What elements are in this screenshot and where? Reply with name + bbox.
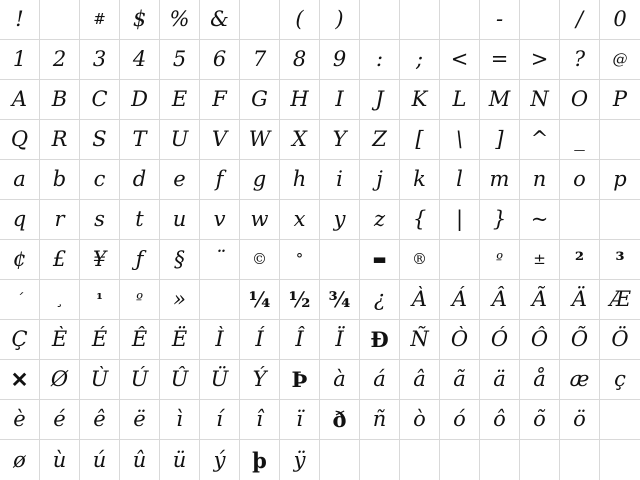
glyph-cell[interactable]: ñ <box>360 400 400 440</box>
glyph-cell[interactable]: Ï <box>320 320 360 360</box>
glyph-cell[interactable] <box>40 0 80 40</box>
glyph-cell[interactable]: ï <box>280 400 320 440</box>
glyph-cell[interactable]: À <box>400 280 440 320</box>
glyph-cell[interactable]: / <box>560 0 600 40</box>
glyph-cell[interactable]: 5 <box>160 40 200 80</box>
glyph-cell[interactable]: 4 <box>120 40 160 80</box>
glyph-cell[interactable]: ä <box>480 360 520 400</box>
glyph-cell[interactable]: ® <box>400 240 440 280</box>
glyph-cell[interactable]: b <box>40 160 80 200</box>
glyph-cell[interactable] <box>440 0 480 40</box>
glyph-cell[interactable]: õ <box>520 400 560 440</box>
glyph-cell[interactable]: ? <box>560 40 600 80</box>
glyph-cell[interactable]: å <box>520 360 560 400</box>
glyph-cell[interactable]: C <box>80 80 120 120</box>
glyph-cell[interactable]: ¸ <box>40 280 80 320</box>
glyph-cell[interactable] <box>520 0 560 40</box>
glyph-cell[interactable]: G <box>240 80 280 120</box>
glyph-cell[interactable]: E <box>160 80 200 120</box>
glyph-cell[interactable]: Z <box>360 120 400 160</box>
glyph-cell[interactable]: 2 <box>40 40 80 80</box>
glyph-cell[interactable]: K <box>400 80 440 120</box>
glyph-cell[interactable]: é <box>40 400 80 440</box>
glyph-cell[interactable]: þ <box>240 440 280 480</box>
glyph-cell[interactable]: Ü <box>200 360 240 400</box>
glyph-cell[interactable]: Û <box>160 360 200 400</box>
glyph-cell[interactable] <box>520 440 560 480</box>
glyph-cell[interactable]: ~ <box>520 200 560 240</box>
glyph-cell[interactable]: ² <box>560 240 600 280</box>
glyph-cell[interactable]: m <box>480 160 520 200</box>
glyph-cell[interactable]: Ñ <box>400 320 440 360</box>
glyph-cell[interactable]: V <box>200 120 240 160</box>
glyph-cell[interactable]: î <box>240 400 280 440</box>
glyph-cell[interactable]: £ <box>40 240 80 280</box>
glyph-cell[interactable]: Ý <box>240 360 280 400</box>
glyph-cell[interactable]: X <box>280 120 320 160</box>
glyph-cell[interactable]: & <box>200 0 240 40</box>
glyph-cell[interactable]: t <box>120 200 160 240</box>
glyph-cell[interactable]: U <box>160 120 200 160</box>
glyph-cell[interactable]: § <box>160 240 200 280</box>
glyph-cell[interactable]: ; <box>400 40 440 80</box>
glyph-cell[interactable]: Á <box>440 280 480 320</box>
glyph-cell[interactable]: } <box>480 200 520 240</box>
glyph-cell[interactable]: ^ <box>520 120 560 160</box>
glyph-cell[interactable]: W <box>240 120 280 160</box>
glyph-cell[interactable]: Õ <box>560 320 600 360</box>
glyph-cell[interactable]: ¿ <box>360 280 400 320</box>
glyph-cell[interactable]: ø <box>0 440 40 480</box>
glyph-cell[interactable]: ¾ <box>320 280 360 320</box>
glyph-cell[interactable] <box>600 120 640 160</box>
glyph-cell[interactable]: ³ <box>600 240 640 280</box>
glyph-cell[interactable]: â <box>400 360 440 400</box>
glyph-cell[interactable]: ( <box>280 0 320 40</box>
glyph-cell[interactable]: ë <box>120 400 160 440</box>
glyph-cell[interactable]: ! <box>0 0 40 40</box>
glyph-cell[interactable] <box>600 400 640 440</box>
glyph-cell[interactable]: ù <box>40 440 80 480</box>
glyph-cell[interactable]: Î <box>280 320 320 360</box>
glyph-cell[interactable] <box>560 200 600 240</box>
glyph-cell[interactable]: 7 <box>240 40 280 80</box>
glyph-cell[interactable]: u <box>160 200 200 240</box>
glyph-cell[interactable]: Ô <box>520 320 560 360</box>
glyph-cell[interactable]: n <box>520 160 560 200</box>
glyph-cell[interactable]: - <box>480 0 520 40</box>
glyph-cell[interactable]: ¹ <box>80 280 120 320</box>
glyph-cell[interactable]: Í <box>240 320 280 360</box>
glyph-cell[interactable]: @ <box>600 40 640 80</box>
glyph-cell[interactable]: A <box>0 80 40 120</box>
glyph-cell[interactable]: ì <box>160 400 200 440</box>
glyph-cell[interactable]: R <box>40 120 80 160</box>
glyph-cell[interactable]: B <box>40 80 80 120</box>
glyph-cell[interactable]: û <box>120 440 160 480</box>
glyph-cell[interactable]: e <box>160 160 200 200</box>
glyph-cell[interactable]: d <box>120 160 160 200</box>
glyph-cell[interactable] <box>440 240 480 280</box>
glyph-cell[interactable]: Ã <box>520 280 560 320</box>
glyph-cell[interactable]: ✕ <box>0 360 40 400</box>
glyph-cell[interactable]: Ë <box>160 320 200 360</box>
glyph-cell[interactable]: 3 <box>80 40 120 80</box>
glyph-cell[interactable]: g <box>240 160 280 200</box>
glyph-cell[interactable] <box>560 440 600 480</box>
glyph-cell[interactable]: I <box>320 80 360 120</box>
glyph-cell[interactable]: ¼ <box>240 280 280 320</box>
glyph-cell[interactable]: 9 <box>320 40 360 80</box>
glyph-cell[interactable] <box>360 440 400 480</box>
glyph-cell[interactable]: ] <box>480 120 520 160</box>
glyph-cell[interactable]: è <box>0 400 40 440</box>
glyph-cell[interactable]: i <box>320 160 360 200</box>
glyph-cell[interactable] <box>600 440 640 480</box>
glyph-cell[interactable]: v <box>200 200 240 240</box>
glyph-cell[interactable]: ´ <box>0 280 40 320</box>
glyph-cell[interactable]: 8 <box>280 40 320 80</box>
glyph-cell[interactable]: ò <box>400 400 440 440</box>
glyph-cell[interactable]: Ø <box>40 360 80 400</box>
glyph-cell[interactable]: Â <box>480 280 520 320</box>
glyph-cell[interactable]: c <box>80 160 120 200</box>
glyph-cell[interactable]: ) <box>320 0 360 40</box>
glyph-cell[interactable]: : <box>360 40 400 80</box>
glyph-cell[interactable]: r <box>40 200 80 240</box>
glyph-cell[interactable]: ý <box>200 440 240 480</box>
glyph-cell[interactable]: S <box>80 120 120 160</box>
glyph-cell[interactable]: Ì <box>200 320 240 360</box>
glyph-cell[interactable]: y <box>320 200 360 240</box>
glyph-cell[interactable]: o <box>560 160 600 200</box>
glyph-cell[interactable]: # <box>80 0 120 40</box>
glyph-cell[interactable]: Đ <box>360 320 400 360</box>
glyph-cell[interactable]: O <box>560 80 600 120</box>
glyph-cell[interactable]: Ç <box>0 320 40 360</box>
glyph-cell[interactable]: f <box>200 160 240 200</box>
glyph-cell[interactable]: æ <box>560 360 600 400</box>
glyph-cell[interactable]: ð <box>320 400 360 440</box>
glyph-cell[interactable]: _ <box>560 120 600 160</box>
glyph-cell[interactable]: H <box>280 80 320 120</box>
glyph-cell[interactable]: s <box>80 200 120 240</box>
glyph-cell[interactable]: ã <box>440 360 480 400</box>
glyph-cell[interactable]: ô <box>480 400 520 440</box>
glyph-cell[interactable]: z <box>360 200 400 240</box>
glyph-cell[interactable]: F <box>200 80 240 120</box>
glyph-cell[interactable]: Ä <box>560 280 600 320</box>
glyph-cell[interactable]: Ê <box>120 320 160 360</box>
glyph-cell[interactable]: J <box>360 80 400 120</box>
glyph-cell[interactable]: ¢ <box>0 240 40 280</box>
glyph-cell[interactable]: Þ <box>280 360 320 400</box>
glyph-cell[interactable]: | <box>440 200 480 240</box>
glyph-cell[interactable] <box>360 0 400 40</box>
glyph-cell[interactable]: l <box>440 160 480 200</box>
glyph-cell[interactable] <box>480 440 520 480</box>
glyph-cell[interactable]: ç <box>600 360 640 400</box>
glyph-cell[interactable]: ¥ <box>80 240 120 280</box>
glyph-cell[interactable]: ± <box>520 240 560 280</box>
glyph-cell[interactable]: È <box>40 320 80 360</box>
glyph-cell[interactable]: º <box>480 240 520 280</box>
glyph-cell[interactable]: [ <box>400 120 440 160</box>
glyph-cell[interactable]: Y <box>320 120 360 160</box>
glyph-cell[interactable]: ó <box>440 400 480 440</box>
glyph-cell[interactable]: © <box>240 240 280 280</box>
glyph-cell[interactable] <box>440 440 480 480</box>
glyph-cell[interactable]: É <box>80 320 120 360</box>
glyph-cell[interactable]: = <box>480 40 520 80</box>
glyph-cell[interactable]: Ò <box>440 320 480 360</box>
glyph-cell[interactable]: L <box>440 80 480 120</box>
glyph-cell[interactable]: à <box>320 360 360 400</box>
glyph-cell[interactable]: j <box>360 160 400 200</box>
glyph-cell[interactable]: q <box>0 200 40 240</box>
glyph-cell[interactable]: ▬ <box>360 240 400 280</box>
glyph-cell[interactable]: Ó <box>480 320 520 360</box>
glyph-cell[interactable]: ê <box>80 400 120 440</box>
glyph-cell[interactable] <box>320 240 360 280</box>
glyph-cell[interactable]: M <box>480 80 520 120</box>
glyph-cell[interactable]: < <box>440 40 480 80</box>
glyph-cell[interactable]: ° <box>280 240 320 280</box>
glyph-cell[interactable]: 1 <box>0 40 40 80</box>
glyph-cell[interactable]: x <box>280 200 320 240</box>
glyph-cell[interactable] <box>320 440 360 480</box>
glyph-cell[interactable] <box>600 200 640 240</box>
glyph-cell[interactable]: ú <box>80 440 120 480</box>
glyph-cell[interactable]: T <box>120 120 160 160</box>
glyph-cell[interactable]: D <box>120 80 160 120</box>
glyph-cell[interactable]: Ö <box>600 320 640 360</box>
glyph-cell[interactable] <box>400 440 440 480</box>
glyph-cell[interactable]: ö <box>560 400 600 440</box>
glyph-cell[interactable]: ¨ <box>200 240 240 280</box>
glyph-cell[interactable]: Ú <box>120 360 160 400</box>
glyph-cell[interactable]: > <box>520 40 560 80</box>
glyph-cell[interactable]: ü <box>160 440 200 480</box>
glyph-cell[interactable]: º <box>120 280 160 320</box>
glyph-cell[interactable]: N <box>520 80 560 120</box>
glyph-cell[interactable]: { <box>400 200 440 240</box>
glyph-cell[interactable]: ÿ <box>280 440 320 480</box>
glyph-cell[interactable] <box>400 0 440 40</box>
glyph-cell[interactable]: ƒ <box>120 240 160 280</box>
glyph-cell[interactable]: 0 <box>600 0 640 40</box>
glyph-cell[interactable]: í <box>200 400 240 440</box>
glyph-cell[interactable]: % <box>160 0 200 40</box>
glyph-cell[interactable]: á <box>360 360 400 400</box>
glyph-cell[interactable]: p <box>600 160 640 200</box>
glyph-cell[interactable]: h <box>280 160 320 200</box>
glyph-cell[interactable]: Æ <box>600 280 640 320</box>
glyph-cell[interactable]: » <box>160 280 200 320</box>
glyph-cell[interactable] <box>240 0 280 40</box>
glyph-cell[interactable]: a <box>0 160 40 200</box>
glyph-cell[interactable]: w <box>240 200 280 240</box>
glyph-cell[interactable]: $ <box>120 0 160 40</box>
glyph-cell[interactable]: ½ <box>280 280 320 320</box>
glyph-cell[interactable]: Ù <box>80 360 120 400</box>
glyph-cell[interactable]: 6 <box>200 40 240 80</box>
glyph-cell[interactable] <box>200 280 240 320</box>
glyph-cell[interactable]: \ <box>440 120 480 160</box>
glyph-cell[interactable]: P <box>600 80 640 120</box>
glyph-cell[interactable]: Q <box>0 120 40 160</box>
glyph-cell[interactable]: k <box>400 160 440 200</box>
